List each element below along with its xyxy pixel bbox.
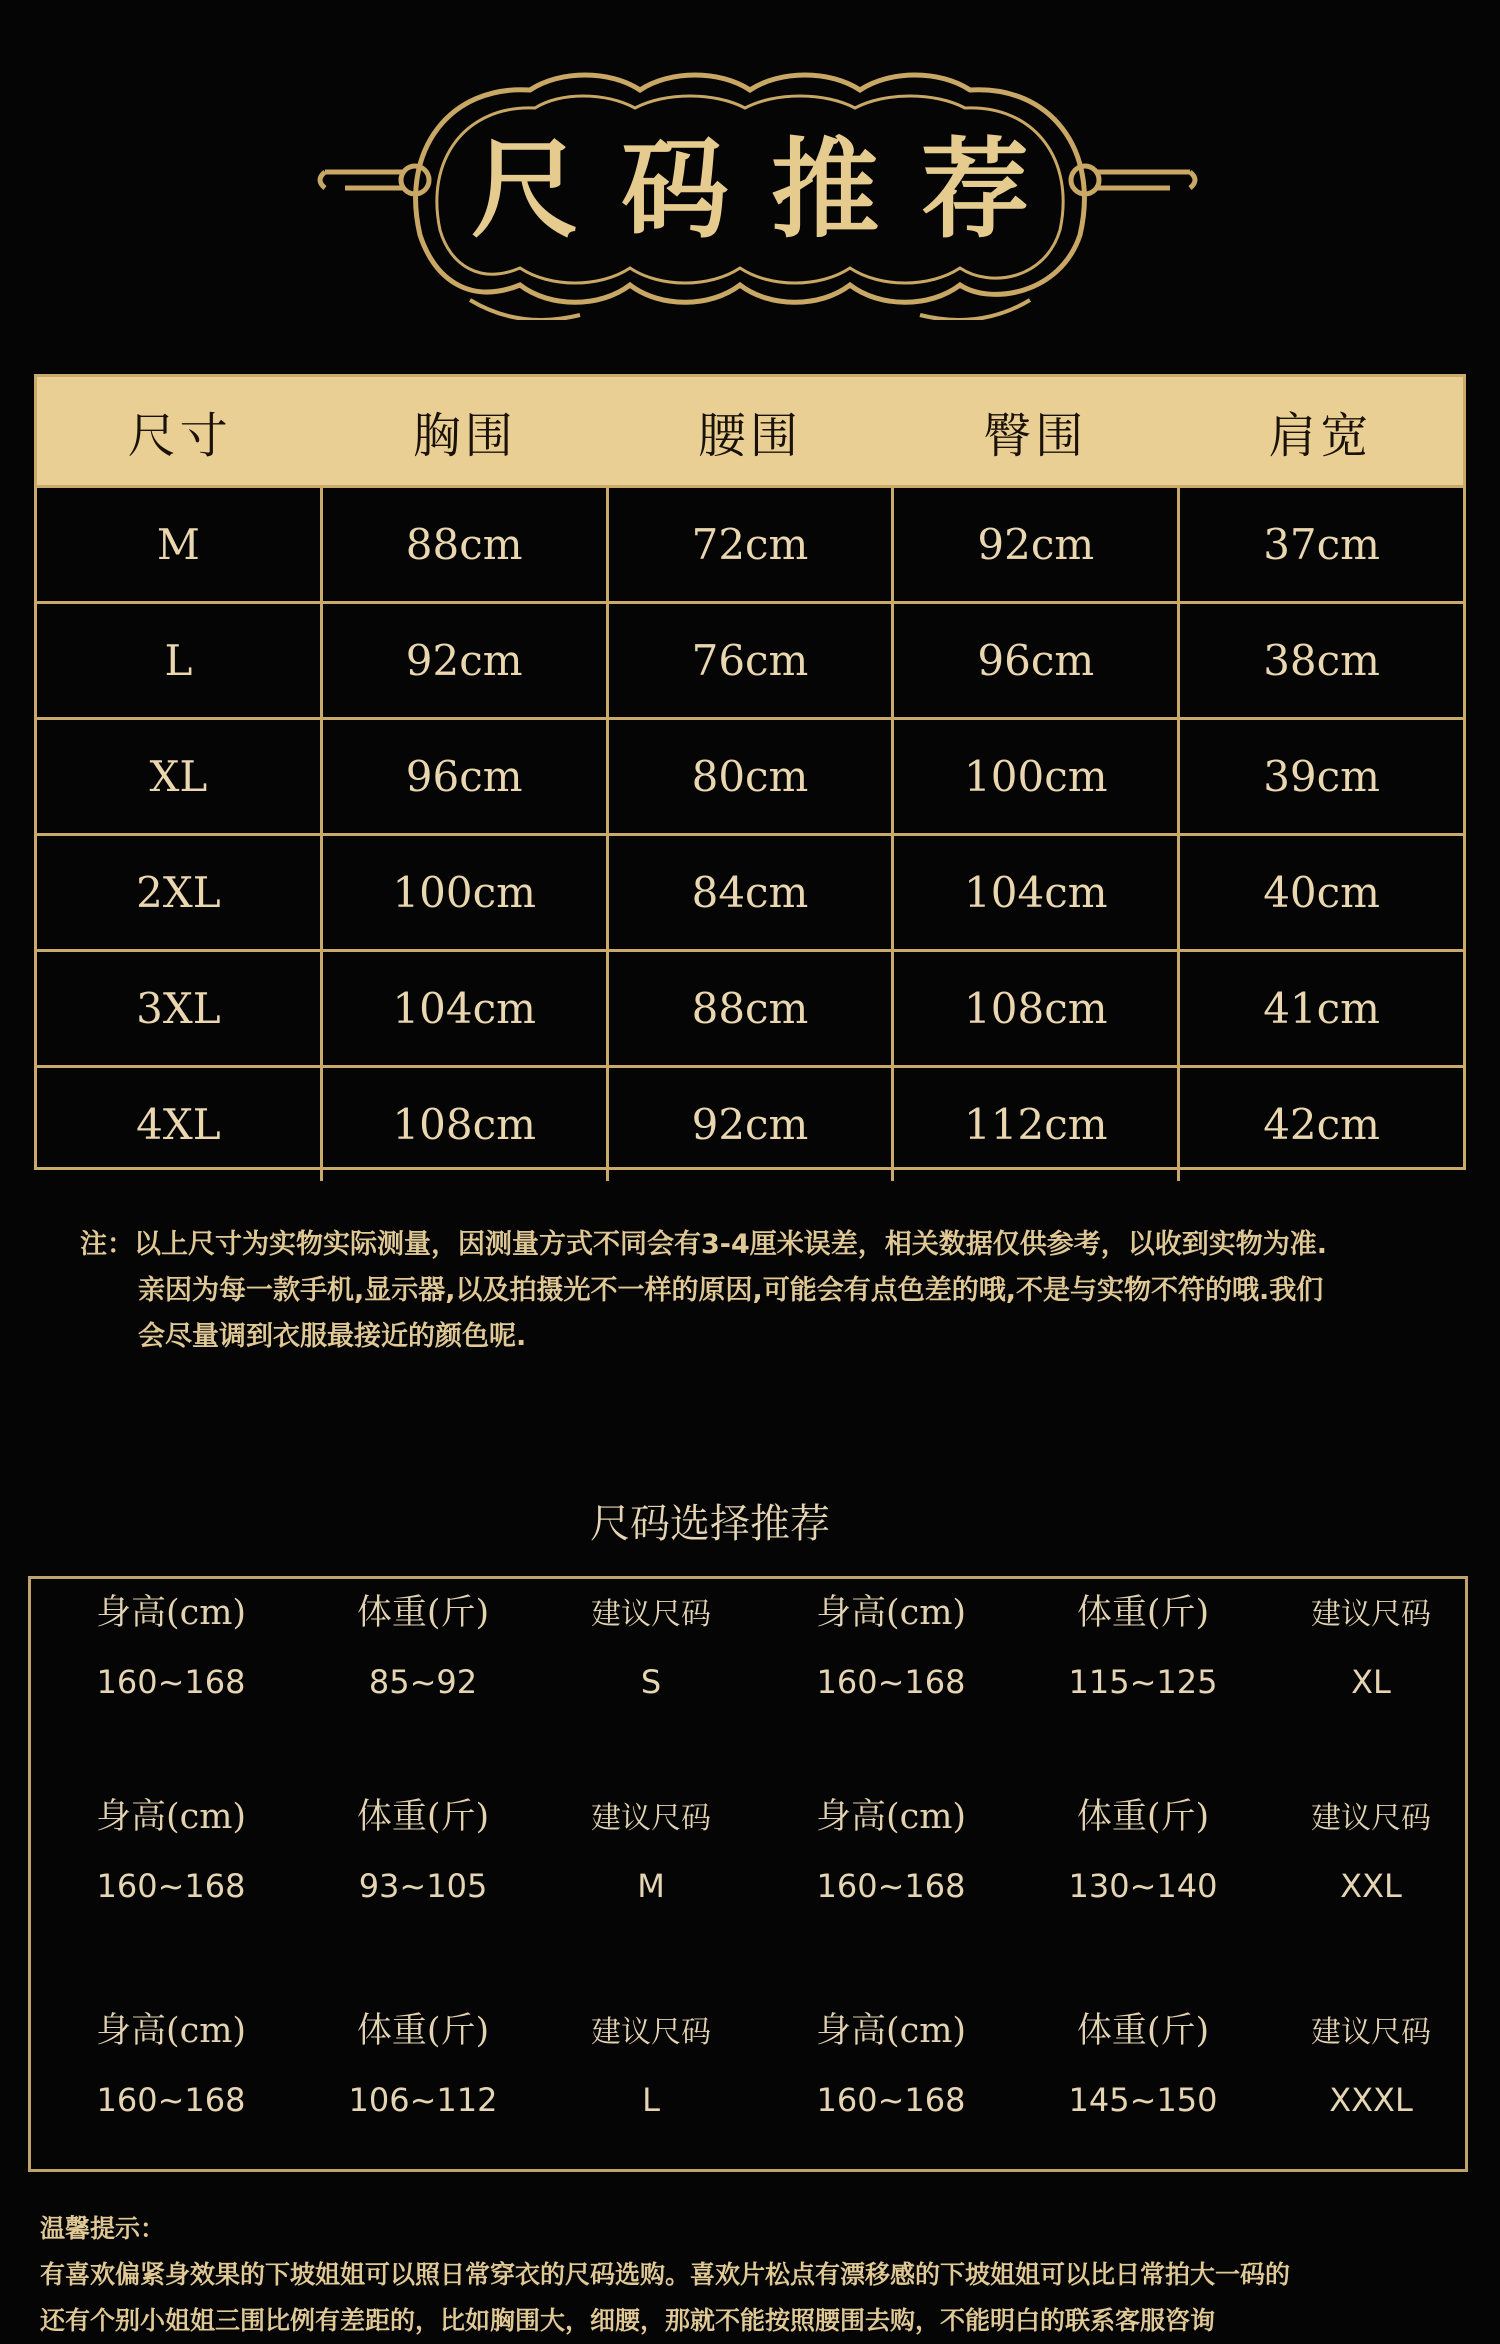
- table-cell: 37cm: [1177, 488, 1463, 601]
- table-cell: 72cm: [606, 488, 892, 601]
- weight-label: 体重(斤): [1076, 2011, 1210, 2051]
- height-label: 身高(cm): [95, 2011, 247, 2051]
- table-row: [37, 949, 1463, 1065]
- size-value: S: [640, 1663, 662, 1701]
- table-cell: 88cm: [320, 488, 606, 601]
- table-cell: 108cm: [891, 952, 1177, 1065]
- table-cell: 38cm: [1177, 604, 1463, 717]
- header-cell-waist: 腰围: [698, 407, 803, 464]
- table-cell: 76cm: [606, 604, 892, 717]
- size-value: XXXL: [1329, 2081, 1413, 2119]
- height-label: 身高(cm): [95, 1797, 247, 1837]
- weight-value: 93~105: [358, 1867, 488, 1905]
- table-cell: 108cm: [320, 1068, 606, 1181]
- size-label: 建议尺码: [1311, 1801, 1431, 1836]
- weight-value: 115~125: [1068, 1663, 1218, 1701]
- size-label: 建议尺码: [1311, 2015, 1431, 2050]
- table-cell: 41cm: [1177, 952, 1463, 1065]
- banner-char: 推: [770, 127, 879, 253]
- size-label: 建议尺码: [591, 1597, 711, 1632]
- recommendation-group: [31, 1789, 1471, 1949]
- weight-value: 85~92: [368, 1663, 478, 1701]
- size-value: XXL: [1340, 1867, 1402, 1905]
- note-line: 亲因为每一款手机,显示器,以及拍摄光不一样的原因,可能会有点色差的哦,不是与实物不符的哦.我们: [138, 1275, 1324, 1306]
- size-label: 建议尺码: [591, 2015, 711, 2050]
- table-row: [37, 601, 1463, 717]
- height-label: 身高(cm): [815, 1797, 967, 1837]
- height-value: 160~168: [96, 1663, 246, 1701]
- height-value: 160~168: [96, 2081, 246, 2119]
- note-line: 会尽量调到衣服最接近的颜色呢.: [138, 1321, 527, 1352]
- table-cell: 39cm: [1177, 720, 1463, 833]
- table-header: [37, 377, 1463, 485]
- banner-char: 码: [620, 127, 729, 253]
- banner-char: 荐: [920, 127, 1029, 253]
- height-value: 160~168: [816, 1663, 966, 1701]
- table-cell: 100cm: [891, 720, 1177, 833]
- size-chart-table: [34, 374, 1466, 1170]
- recommendation-group: [31, 1585, 1471, 1745]
- weight-value: 106~112: [348, 2081, 498, 2119]
- table-cell: 84cm: [606, 836, 892, 949]
- table-row: [37, 1065, 1463, 1181]
- table-cell: 104cm: [320, 952, 606, 1065]
- header-cell-chest: 胸围: [412, 407, 517, 464]
- table-cell: XL: [149, 752, 208, 801]
- table-cell: 104cm: [891, 836, 1177, 949]
- weight-value: 130~140: [1068, 1867, 1218, 1905]
- title-banner: [0, 60, 1500, 320]
- tips-heading: 温馨提示：: [40, 2214, 166, 2243]
- measurement-note: [80, 1222, 1460, 1360]
- recommendation-box: [28, 1576, 1468, 2172]
- table-cell: 3XL: [136, 984, 221, 1033]
- tips-line: 有喜欢偏紧身效果的下坡姐姐可以照日常穿衣的尺码选购。喜欢片松点有漂移感的下坡姐姐可以比日常拍大一码的: [40, 2260, 1291, 2289]
- table-cell: 96cm: [320, 720, 606, 833]
- height-label: 身高(cm): [815, 2011, 967, 2051]
- tips-line: 还有个别小姐姐三围比例有差距的，比如胸围大，细腰，那就不能按照腰围去购，不能明白的联系客服咨询: [40, 2306, 1216, 2335]
- table-cell: 42cm: [1177, 1068, 1463, 1181]
- table-cell: 92cm: [320, 604, 606, 717]
- table-cell: 112cm: [891, 1068, 1177, 1181]
- height-label: 身高(cm): [815, 1593, 967, 1633]
- weight-label: 体重(斤): [1076, 1797, 1210, 1837]
- size-label: 建议尺码: [1311, 1597, 1431, 1632]
- table-cell: 92cm: [606, 1068, 892, 1181]
- weight-value: 145~150: [1068, 2081, 1218, 2119]
- table-row: [37, 485, 1463, 601]
- table-row: [37, 717, 1463, 833]
- warm-tips: [40, 2206, 1480, 2344]
- note-line: 注：以上尺寸为实物实际测量，因测量方式不同会有3-4厘米误差，相关数据仅供参考，以收到实物为准.: [80, 1229, 1328, 1260]
- size-value: M: [637, 1867, 665, 1905]
- banner-title: [0, 125, 1500, 255]
- table-cell: 4XL: [136, 1100, 221, 1149]
- table-cell: 92cm: [891, 488, 1177, 601]
- recommendation-title: 尺码选择推荐: [590, 1501, 830, 1547]
- height-label: 身高(cm): [95, 1593, 247, 1633]
- recommendation-group: [31, 2003, 1471, 2163]
- header-cell-hip: 臀围: [983, 407, 1088, 464]
- weight-label: 体重(斤): [356, 1797, 490, 1837]
- table-cell: 40cm: [1177, 836, 1463, 949]
- table-cell: 88cm: [606, 952, 892, 1065]
- header-cell-size: 尺寸: [127, 407, 232, 464]
- table-cell: 2XL: [136, 868, 221, 917]
- table-cell: 96cm: [891, 604, 1177, 717]
- header-cell-shoulder: 肩宽: [1268, 407, 1373, 464]
- height-value: 160~168: [96, 1867, 246, 1905]
- banner-char: 尺: [470, 127, 579, 253]
- table-cell: 100cm: [320, 836, 606, 949]
- size-value: XL: [1351, 1663, 1391, 1701]
- weight-label: 体重(斤): [1076, 1593, 1210, 1633]
- weight-label: 体重(斤): [356, 1593, 490, 1633]
- table-row: [37, 833, 1463, 949]
- height-value: 160~168: [816, 2081, 966, 2119]
- size-label: 建议尺码: [591, 1801, 711, 1836]
- table-cell: L: [164, 636, 193, 685]
- table-cell: M: [156, 520, 200, 569]
- size-value: L: [642, 2081, 660, 2119]
- height-value: 160~168: [816, 1867, 966, 1905]
- table-cell: 80cm: [606, 720, 892, 833]
- weight-label: 体重(斤): [356, 2011, 490, 2051]
